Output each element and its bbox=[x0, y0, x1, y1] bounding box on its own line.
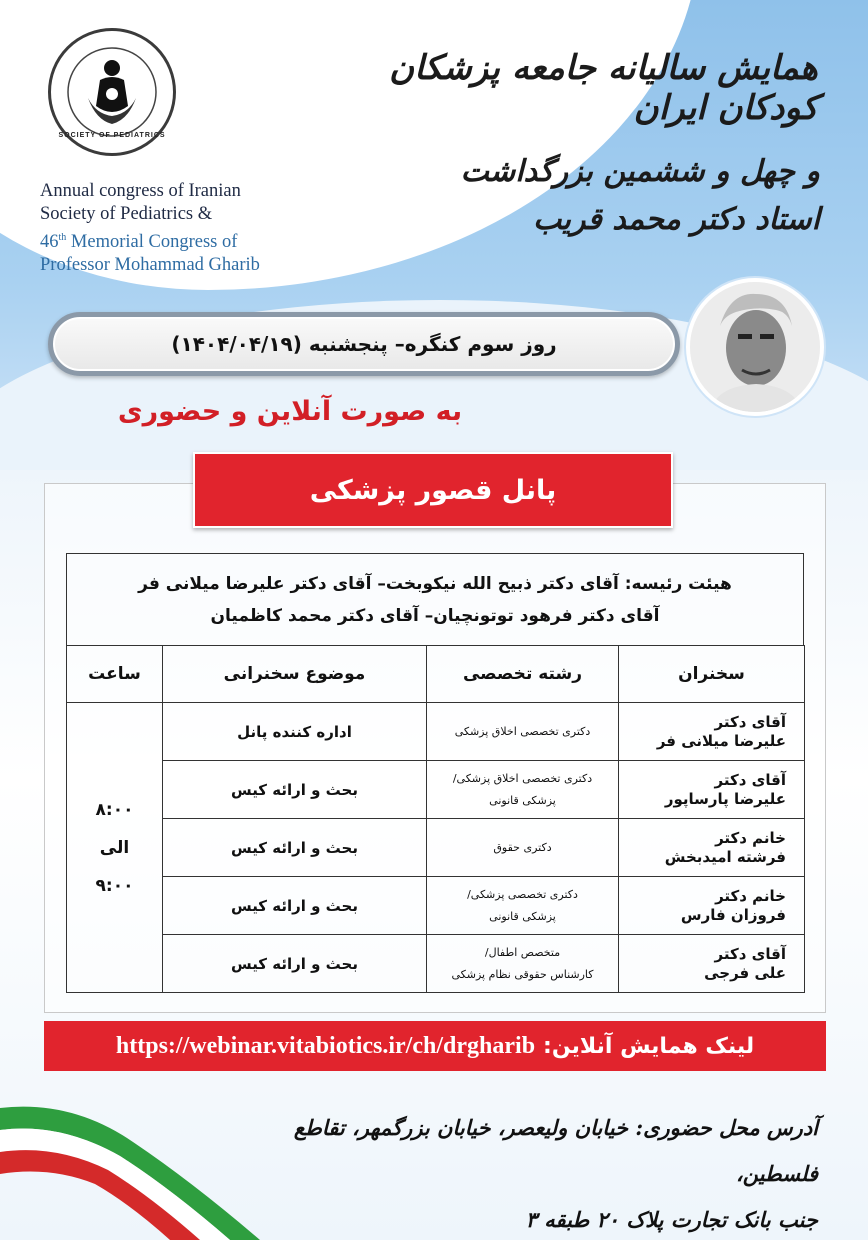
memorial-line-2: استاد دکتر محمد قریب bbox=[533, 202, 820, 237]
iran-flag-ribbon-icon bbox=[0, 1100, 300, 1240]
table-row bbox=[67, 819, 805, 877]
field-cell: دکتری تخصصی پزشکی/ پزشکی قانونی bbox=[427, 877, 619, 935]
webinar-url-link[interactable]: https://webinar.vitabiotics.ir/ch/drgharib bbox=[115, 1032, 536, 1059]
professor-portrait bbox=[686, 278, 824, 416]
memorial-line-1: و چهل و ششمین بزرگداشت bbox=[460, 154, 820, 189]
english-line-1: Annual congress of Iranian bbox=[40, 181, 241, 201]
english-line-4: Professor Mohammad Gharib bbox=[40, 255, 260, 276]
topic-cell: بحث و ارائه کیس bbox=[163, 877, 427, 935]
topic-cell: بحث و ارائه کیس bbox=[163, 819, 427, 877]
table-row bbox=[67, 703, 805, 761]
field-cell: دکتری تخصصی اخلاق پزشکی bbox=[427, 703, 619, 761]
field-cell: متخصص اطفال/ کارشناس حقوقی نظام پزشکی bbox=[427, 935, 619, 993]
topic-cell: بحث و ارائه کیس bbox=[163, 761, 427, 819]
address-line-2: جنب بانک تجارت پلاک ۲۰ طبقه ۳ bbox=[525, 1207, 818, 1232]
table-row bbox=[67, 877, 805, 935]
address-line-1: آدرس محل حضوری: خیابان ولیعصر، خیابان بزرگمهر، تقاطع فلسطین، bbox=[293, 1115, 818, 1186]
venue-address bbox=[258, 1105, 818, 1240]
header-topic: موضوع سخنرانی bbox=[163, 646, 427, 703]
header-speaker: سخنران bbox=[619, 646, 805, 703]
english-line-2: Society of Pediatrics & bbox=[40, 204, 213, 224]
topic-cell: اداره کننده پانل bbox=[163, 703, 427, 761]
speaker-cell: آقای دکتر علیرضا پارساپور bbox=[619, 761, 805, 819]
field-cell: دکتری تخصصی اخلاق پزشکی/ پزشکی قانونی bbox=[427, 761, 619, 819]
table-row bbox=[67, 761, 805, 819]
attendance-mode: به صورت آنلاین و حضوری bbox=[117, 396, 463, 427]
society-logo bbox=[48, 28, 176, 156]
portrait-image bbox=[690, 282, 820, 412]
table-header-row bbox=[67, 646, 805, 703]
online-link-label: لینک همایش آنلاین: bbox=[543, 1033, 755, 1059]
chairs-board bbox=[66, 553, 804, 645]
speaker-cell: خانم دکتر فروزان فارس bbox=[619, 877, 805, 935]
speaker-cell: خانم دکتر فرشته امیدبخش bbox=[619, 819, 805, 877]
panel-title: پانل قصور پزشکی bbox=[193, 452, 673, 528]
english-line-3: 46th Memorial Congress of bbox=[40, 232, 238, 253]
congress-day-banner: روز سوم کنگره– پنجشنبه (۱۴۰۴/۰۴/۱۹) bbox=[48, 312, 680, 376]
english-title-block bbox=[40, 180, 340, 277]
schedule-table bbox=[66, 645, 805, 993]
congress-title: همایش سالیانه جامعه پزشکان کودکان ایران bbox=[389, 48, 818, 128]
topic-cell: بحث و ارائه کیس bbox=[163, 935, 427, 993]
header-time: ساعت bbox=[67, 646, 163, 703]
speaker-cell: آقای دکتر علی فرجی bbox=[619, 935, 805, 993]
online-link-bar bbox=[44, 1021, 826, 1071]
memorial-title bbox=[460, 148, 820, 244]
field-cell: دکتری حقوق bbox=[427, 819, 619, 877]
logo-ring-text: SOCIETY OF PEDIATRICS bbox=[58, 132, 166, 139]
time-cell: ۸:۰۰ الی ۹:۰۰ bbox=[67, 703, 163, 993]
board-line-2: آقای دکتر فرهود توتونچیان– آقای دکتر محمد کاظمیان bbox=[210, 605, 660, 626]
board-line-1: هیئت رئیسه: آقای دکتر ذبیح الله نیکوبخت– آقای دکتر علیرضا میلانی فر bbox=[138, 573, 732, 594]
header-field: رشته تخصصی bbox=[427, 646, 619, 703]
speaker-cell: آقای دکتر علیرضا میلانی فر bbox=[619, 703, 805, 761]
table-row bbox=[67, 935, 805, 993]
